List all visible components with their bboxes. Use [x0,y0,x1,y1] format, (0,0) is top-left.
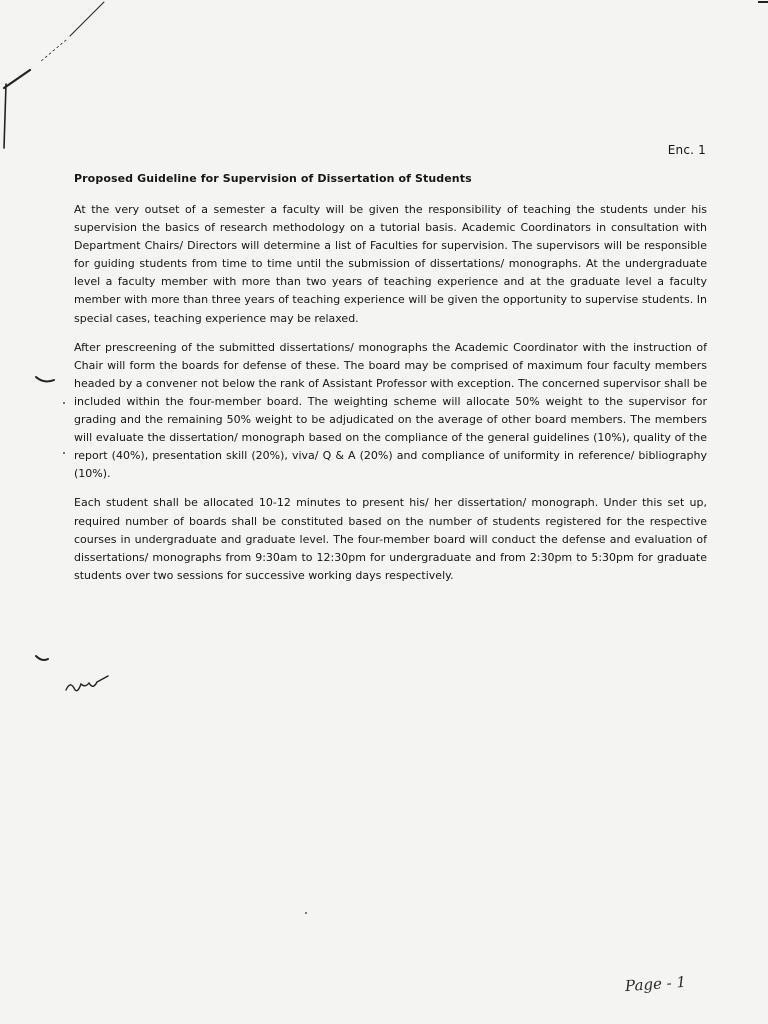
handwritten-page-number: Page - 1 [624,972,687,996]
document-body [74,201,707,596]
document-title: Proposed Guideline for Supervision of Dissertation of Students [74,172,472,185]
enclosure-label: Enc. 1 [667,143,706,157]
tick-mark-icon [36,656,48,660]
tick-mark-icon [36,377,54,381]
paragraph-presentation: Each student shall be allocated 10-12 minutes to present his/ her dissertation/ monograph. Under this set up, required number of boards shall be constituted based on the number of students registered for the respective courses in undergraduate and graduate level. The four-member board will conduct the defense and evaluation of dissertations/ monographs from 9:30am to 12:30pm for undergraduate and from 2:30pm to 5:30pm for graduate students over two sessions for successive working days respectively. [74,496,707,582]
paragraph-boards: After prescreening of the submitted dissertations/ monographs the Academic Coordinator with the instruction of Chair will form the boards for defense of these. The board may be comprised of maximum four faculty members headed by a convener not below the rank of Assistant Professor with exception. The concerned supervisor shall be included within the four-member board. The weighting scheme will allocate 50% weight to the supervisor for grading and the remaining 50% weight to be adjudicated on the average of other board members. The members will evaluate the dissertation/ monograph based on the compliance of the general guidelines (10%), quality of the report (40%), presentation skill (20%), viva/ Q & A (20%) and compliance of uniformity in reference/ bibliography (10%). [74,340,707,481]
paragraph-supervision: At the very outset of a semester a faculty will be given the responsibility of teaching the students under his supervision the basics of research methodology on a tutorial basis. Academic Coordinators in consultation with Department Chairs/ Directors will determine a list of Faculties for supervision. The supervisors will be responsible for guiding students from time to time until the submission of dissertations/ monographs. At the undergraduate level a faculty member with more than two years of teaching experience and at the graduate level a faculty member with more than three years of teaching experience will be given the opportunity to supervise students. In special cases, teaching experience may be relaxed. [74,203,707,325]
corner-pen-stroke-icon [4,2,104,148]
scan-dot [63,452,65,454]
scan-dot [63,402,65,404]
scan-dot [305,912,307,914]
signature-icon [66,676,108,691]
